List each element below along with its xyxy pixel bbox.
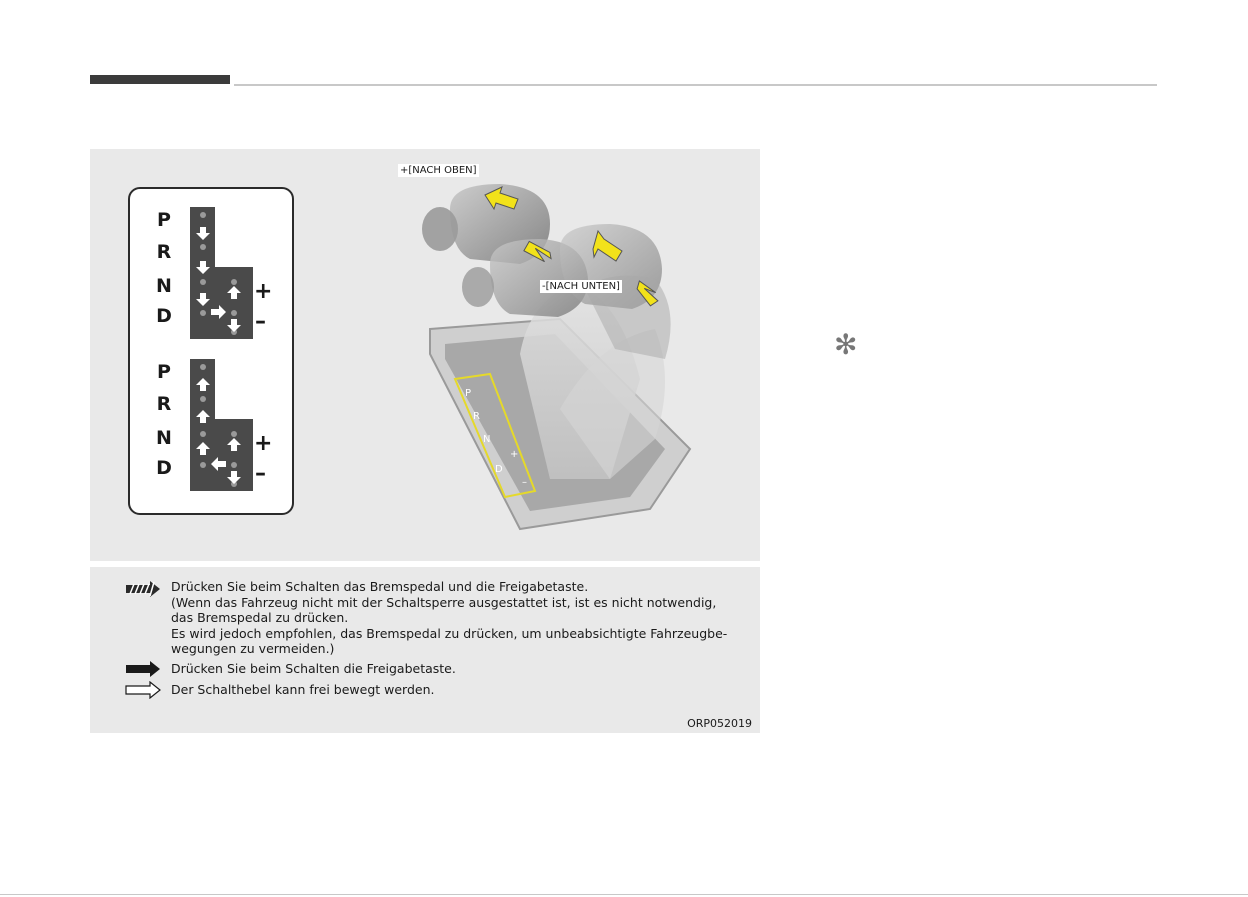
shifter-illustration bbox=[410, 179, 710, 559]
figure-illustration-area bbox=[90, 149, 760, 561]
legend-line: (Wenn das Fahrzeug nicht mit der Schaltsperre ausgestattet ist, ist es nicht notwendig, bbox=[171, 594, 717, 610]
callout-nach-unten: -[NACH UNTEN] bbox=[542, 281, 620, 292]
section-header-rule bbox=[234, 84, 1157, 86]
figure-separator bbox=[90, 561, 760, 567]
gate-minus: – bbox=[255, 309, 266, 334]
console-label-r: R bbox=[473, 411, 480, 422]
legend-line: das Bremspedal zu drücken. bbox=[171, 610, 349, 625]
console-label-n: N bbox=[483, 434, 491, 445]
outline-arrow-icon bbox=[124, 681, 162, 699]
legend-line: Der Schalthebel kann frei bewegt werden. bbox=[171, 682, 435, 697]
gate-label-r-lower: R bbox=[156, 393, 172, 415]
legend-line: Drücken Sie beim Schalten die Freigabetaste. bbox=[171, 660, 456, 676]
gate-label-n-lower: N bbox=[156, 427, 172, 449]
gate-label-p-lower: P bbox=[157, 361, 171, 383]
gate-plus-lower: + bbox=[254, 431, 273, 456]
bottom-rule bbox=[0, 894, 1248, 895]
gate-pattern-panel bbox=[128, 187, 294, 515]
legend-text-hatched bbox=[171, 579, 750, 657]
section-header-bar bbox=[90, 75, 230, 84]
shift-knob-button bbox=[422, 207, 458, 251]
figure-code: ORP052019 bbox=[687, 717, 752, 730]
console-label-d: D bbox=[495, 464, 503, 475]
solid-arrow-icon bbox=[124, 660, 162, 678]
lower-gate-plate bbox=[190, 359, 253, 491]
legend-line: Es wird jedoch empfohlen, das Bremspedal zu drücken, um unbeabsichtigte Fahrzeugbe- bbox=[171, 625, 728, 641]
gate-plus: + bbox=[254, 279, 273, 304]
legend-line: Drücken Sie beim Schalten das Bremspedal und die Freigabetaste. bbox=[171, 579, 589, 594]
legend-item-hatched bbox=[120, 579, 750, 657]
gate-minus-lower: – bbox=[255, 461, 266, 486]
hatched-arrow-icon bbox=[124, 580, 162, 598]
gate-plates bbox=[128, 187, 294, 515]
shift-pattern-figure bbox=[90, 149, 760, 733]
console-label-p: P bbox=[465, 388, 472, 399]
upper-gate-plate bbox=[190, 207, 253, 339]
gate-label-d-lower: D bbox=[156, 457, 172, 479]
legend-item-outline bbox=[120, 682, 750, 698]
legend-item-solid bbox=[120, 661, 750, 677]
gate-label-p: P bbox=[157, 209, 171, 231]
console-label-plus: + bbox=[510, 449, 519, 460]
shift-knob-button-middle bbox=[462, 267, 494, 307]
legend-line: wegungen zu vermeiden.) bbox=[171, 641, 335, 656]
callout-nach-oben: +[NACH OBEN] bbox=[400, 165, 477, 176]
console-label-minus: – bbox=[522, 477, 527, 488]
figure-legend bbox=[120, 579, 750, 698]
gate-label-r: R bbox=[156, 241, 172, 263]
gate-label-d: D bbox=[156, 305, 172, 327]
gate-label-n: N bbox=[156, 275, 172, 297]
note-asterisk-icon: ✻ bbox=[834, 328, 858, 361]
